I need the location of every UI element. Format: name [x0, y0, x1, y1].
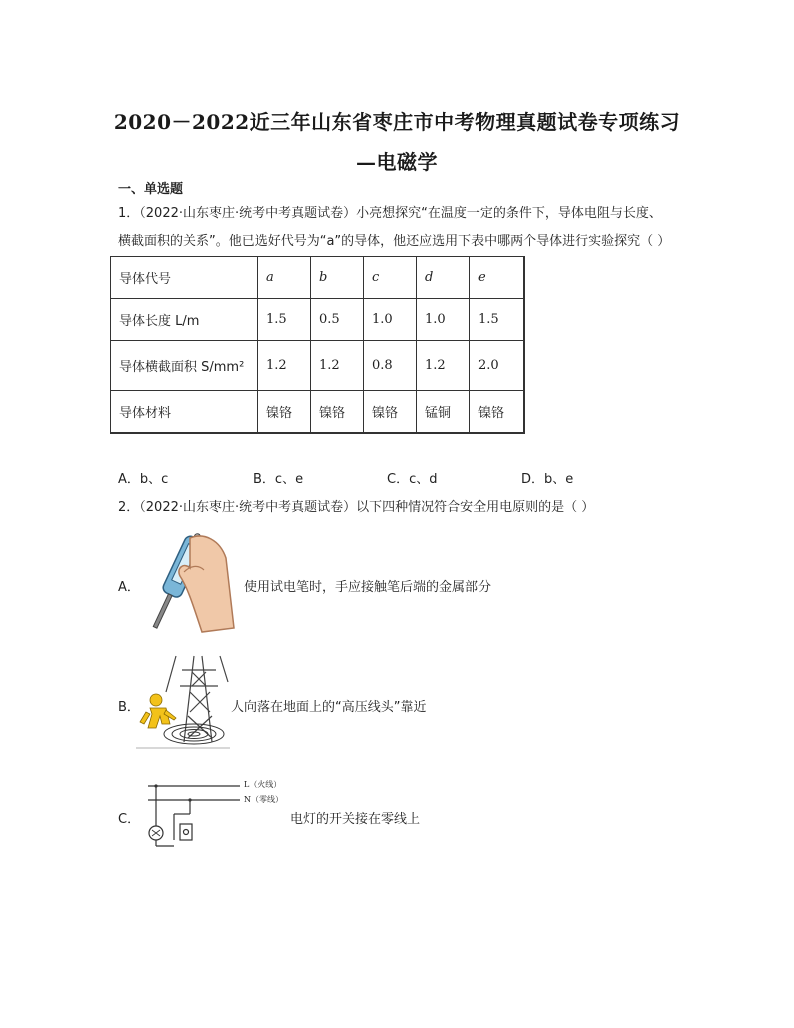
table-header-cell: e: [470, 257, 525, 299]
page-title: 2020－2022近三年山东省枣庄市中考物理真题试卷专项练习: [113, 110, 681, 134]
switch-box: [180, 824, 192, 840]
q2-option-c-text: 电灯的开关接在零线上: [290, 812, 421, 827]
person-figure: [140, 694, 176, 728]
table-cell: 0.8: [364, 341, 417, 391]
table-row: [111, 341, 525, 391]
q1-stem-line1: 1．（2022·山东枣庄·统考中考真题试卷）小亮想探究“在温度一定的条件下，导体电阻与长度、: [118, 206, 662, 221]
table-cell: 导体长度 L/m: [111, 299, 258, 341]
table-header-cell: c: [364, 257, 417, 299]
section-heading: 一、单选题: [118, 182, 184, 197]
table-cell: 镍铬: [311, 391, 364, 433]
table-cell: 1.2: [258, 341, 311, 391]
q1-option-a[interactable]: A．b、c: [118, 472, 169, 487]
q1-option-c[interactable]: C．c、d: [387, 472, 438, 487]
table-cell: 镍铬: [258, 391, 311, 433]
q2-option-c-label[interactable]: C．: [118, 812, 141, 827]
table-cell: 2.0: [470, 341, 525, 391]
table-cell: 1.5: [258, 299, 311, 341]
test-pen-hand-image: [132, 528, 236, 636]
table-cell: 导体材料: [111, 391, 258, 433]
page-subtitle: —电磁学: [356, 150, 438, 174]
q2-option-b-text: 人向落在地面上的“高压线头”靠近: [231, 700, 427, 715]
table-cell: 1.0: [417, 299, 470, 341]
table-row: [111, 391, 525, 433]
table-cell: 锰铜: [417, 391, 470, 433]
table-cell: 1.2: [417, 341, 470, 391]
test-pen-tip: [153, 594, 172, 628]
q2-stem: 2．（2022·山东枣庄·统考中考真题试卷）以下四种情况符合安全用电原则的是（ ）: [118, 500, 595, 515]
live-wire-label: L（火线）: [244, 780, 282, 789]
table-cell: 1.2: [311, 341, 364, 391]
q2-option-a-text: 使用试电笔时，手应接触笔后端的金属部分: [244, 580, 492, 595]
table-cell: 镍铬: [364, 391, 417, 433]
table-cell: 1.0: [364, 299, 417, 341]
table-cell: 0.5: [311, 299, 364, 341]
conductor-table: [110, 256, 525, 434]
table-row: [111, 257, 525, 299]
table-row: [111, 299, 525, 341]
q1-options: [0, 468, 794, 488]
table-cell: 导体横截面积 S/mm²: [111, 341, 258, 391]
lamp-circuit-diagram: [138, 778, 246, 852]
q2-option-b-label[interactable]: B．: [118, 700, 140, 715]
q2-option-a-label[interactable]: A．: [118, 580, 140, 595]
neutral-wire-label: N（零线）: [244, 795, 283, 804]
table-cell: 1.5: [470, 299, 525, 341]
table-header-cell: 导体代号: [111, 257, 258, 299]
q1-option-b[interactable]: B．c、e: [253, 472, 304, 487]
table-header-cell: d: [417, 257, 470, 299]
table-header-cell: a: [258, 257, 311, 299]
table-header-cell: b: [311, 257, 364, 299]
high-voltage-tower-image: [136, 652, 230, 752]
table-cell: 镍铬: [470, 391, 525, 433]
ground-ripples: [164, 724, 224, 744]
q1-stem-line2: 横截面积的关系”。他已选好代号为“a”的导体，他还应选用下表中哪两个导体进行实验探究（ ）: [118, 234, 671, 249]
q1-option-d[interactable]: D．b、e: [521, 472, 574, 487]
